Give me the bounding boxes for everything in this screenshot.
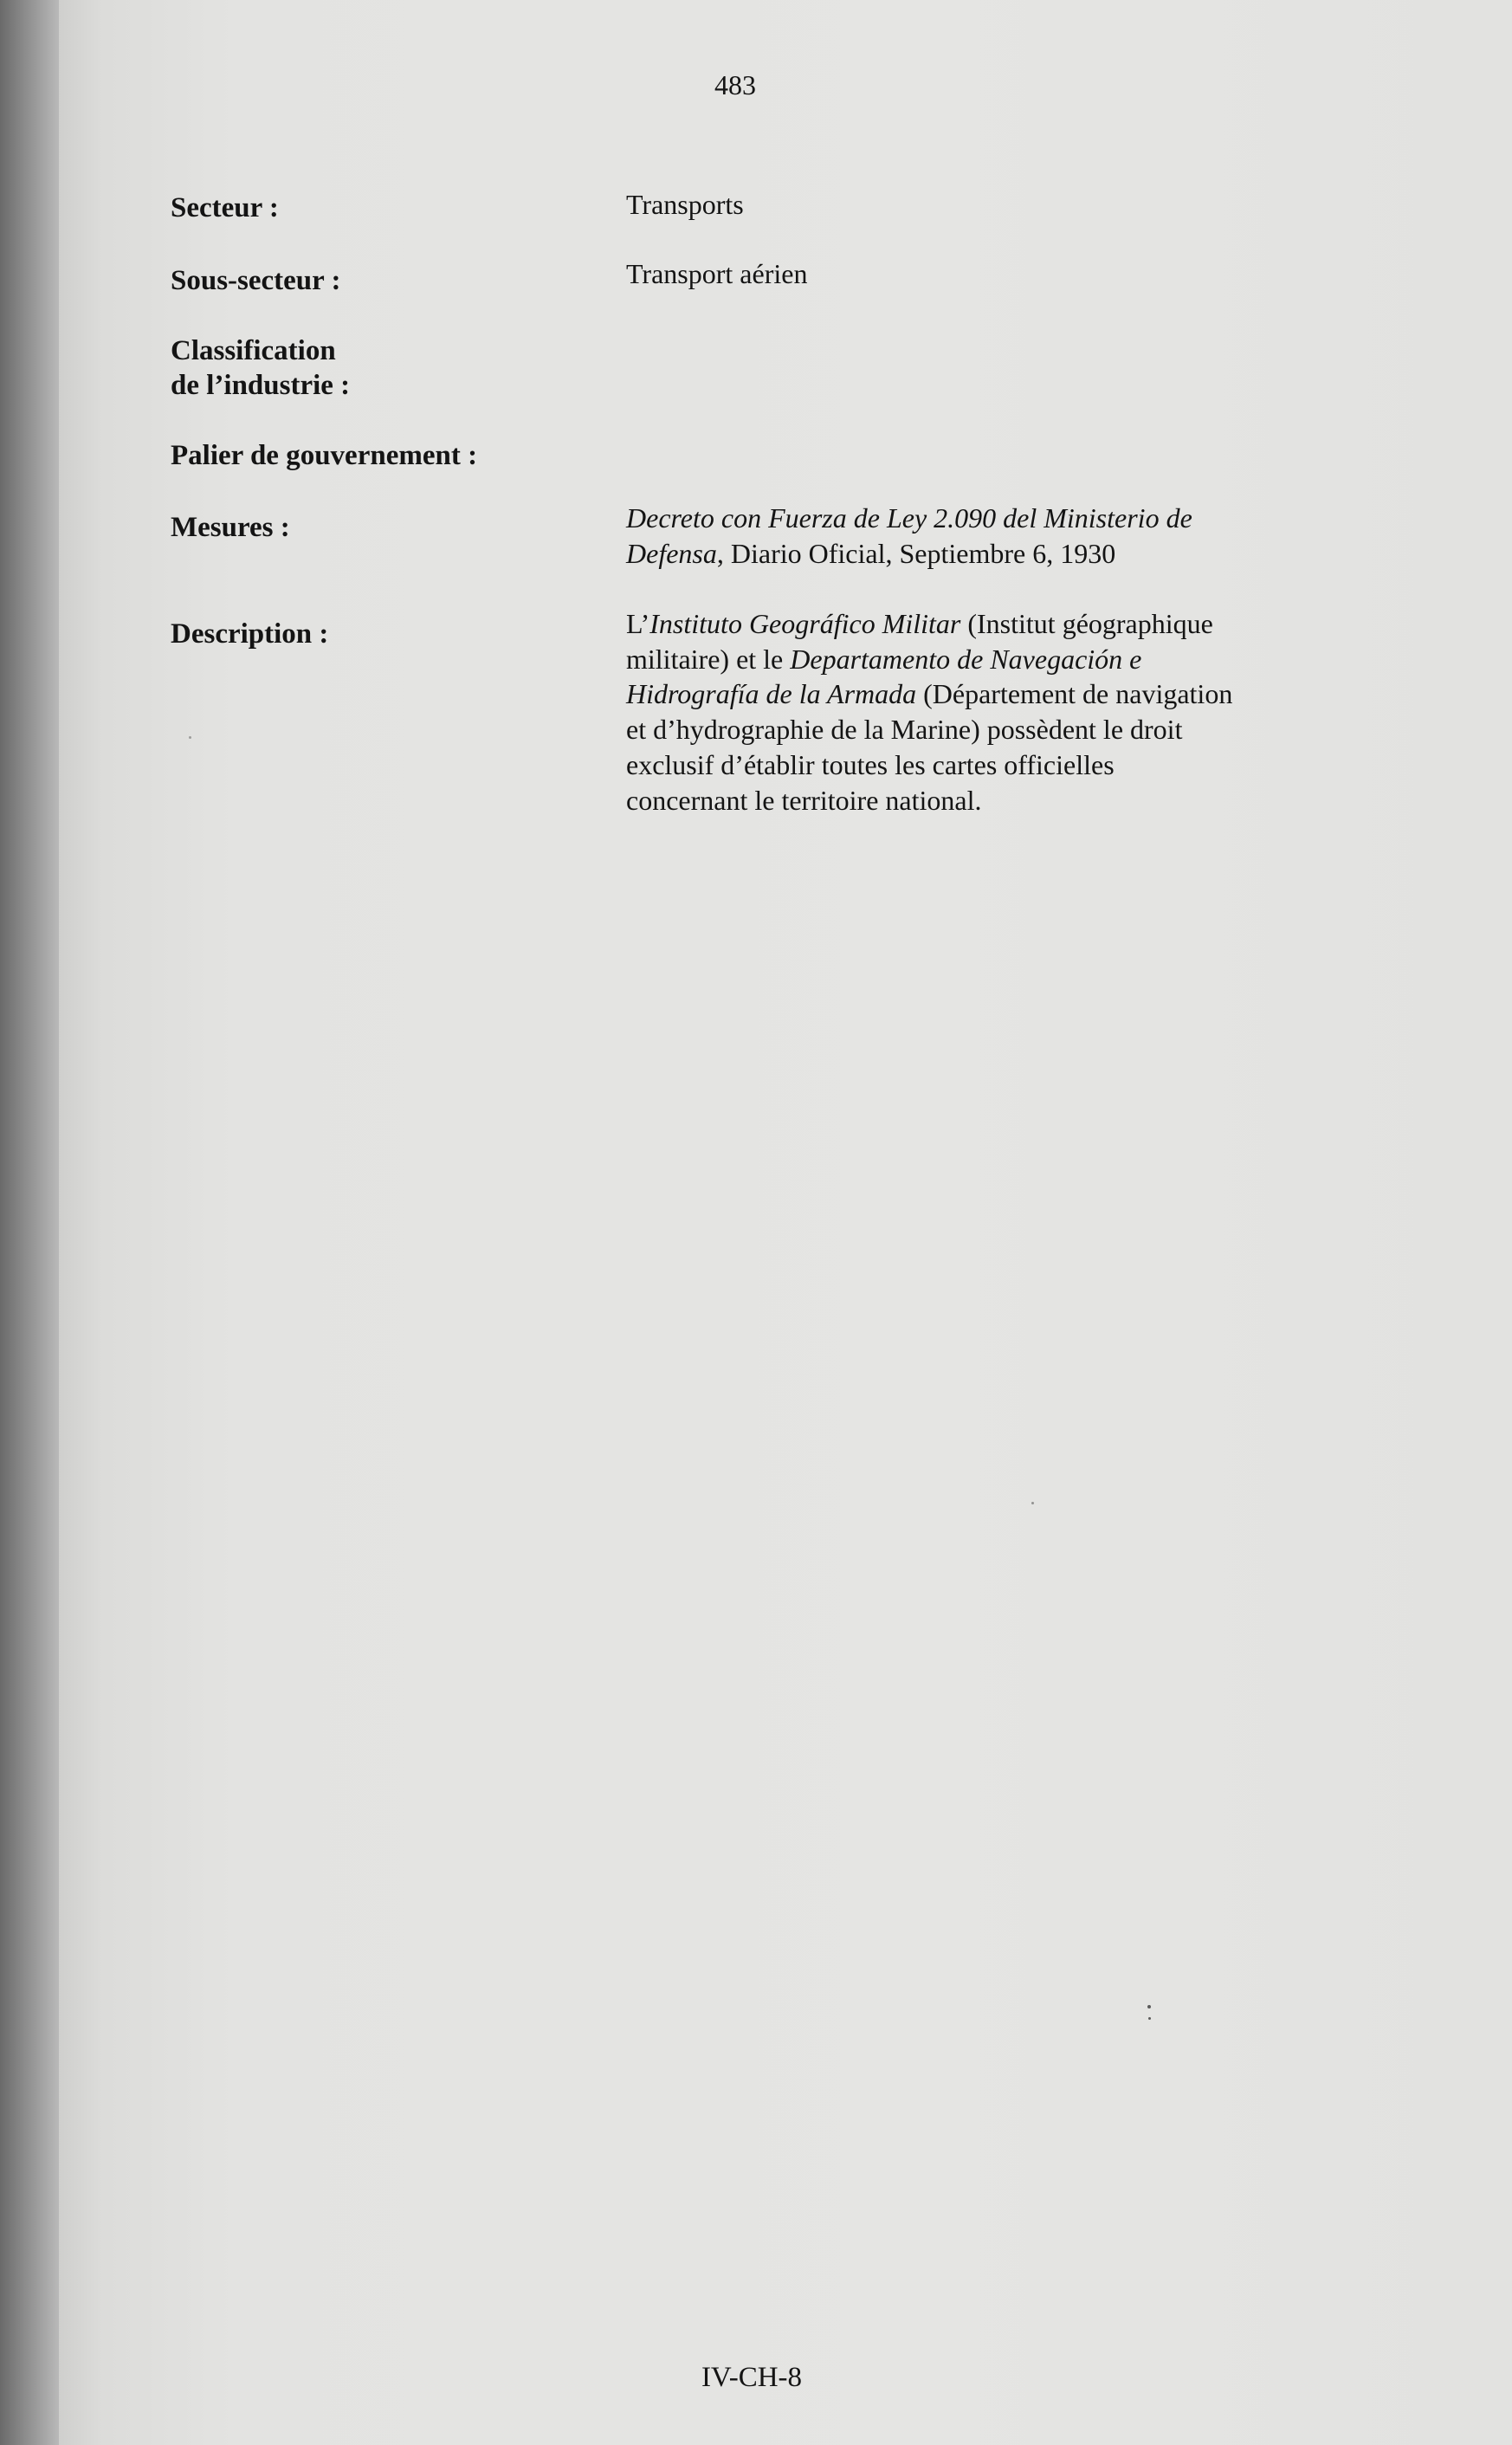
book-spine-shadow bbox=[0, 0, 59, 2445]
mesures-decree-title: Decreto con Fuerza de Ley 2.090 del Ministerio de bbox=[626, 502, 1192, 534]
label-mesures: Mesures : bbox=[171, 512, 290, 543]
description-line3 bbox=[626, 676, 1232, 712]
mesures-publication: , Diario Oficial, Septiembre 6, 1930 bbox=[716, 538, 1116, 569]
value-mesures-line2 bbox=[626, 536, 1115, 572]
description-text: L’ bbox=[626, 608, 650, 639]
description-department-name: Departamento de Navegación e bbox=[790, 644, 1142, 675]
description-line1 bbox=[626, 606, 1213, 642]
description-text: militaire) et le bbox=[626, 644, 791, 675]
description-line5: exclusif d’établir toutes les cartes officielles bbox=[626, 749, 1115, 780]
label-palier: Palier de gouvernement : bbox=[171, 440, 478, 471]
mesures-ministry: Defensa bbox=[626, 538, 717, 569]
description-institute-name: Instituto Geográfico Militar bbox=[649, 608, 961, 639]
label-sous-secteur: Sous-secteur : bbox=[171, 265, 341, 296]
description-line6: concernant le territoire national. bbox=[626, 785, 982, 816]
label-secteur: Secteur : bbox=[171, 192, 279, 223]
paper-speck bbox=[189, 736, 191, 739]
label-classification-line1: Classification bbox=[171, 335, 336, 366]
label-description: Description : bbox=[171, 618, 329, 650]
description-line4: et d’hydrographie de la Marine) possèdent le droit bbox=[626, 714, 1183, 745]
description-text: (Institut géographique bbox=[960, 608, 1213, 639]
paper-speck bbox=[1031, 1502, 1034, 1504]
page-number: 483 bbox=[714, 69, 756, 100]
description-line2 bbox=[626, 642, 1141, 677]
page-footer-code: IV-CH-8 bbox=[701, 2362, 803, 2393]
description-department-name: Hidrografía de la Armada bbox=[626, 678, 917, 709]
label-classification-line2: de l’industrie : bbox=[171, 370, 351, 401]
value-mesures-line1 bbox=[626, 501, 1192, 536]
value-sous-secteur: Transport aérien bbox=[626, 258, 808, 289]
value-secteur: Transports bbox=[626, 189, 744, 220]
description-text: (Département de navigation bbox=[916, 678, 1233, 709]
paper-speck bbox=[1148, 2017, 1151, 2020]
paper-speck bbox=[1147, 2005, 1151, 2008]
